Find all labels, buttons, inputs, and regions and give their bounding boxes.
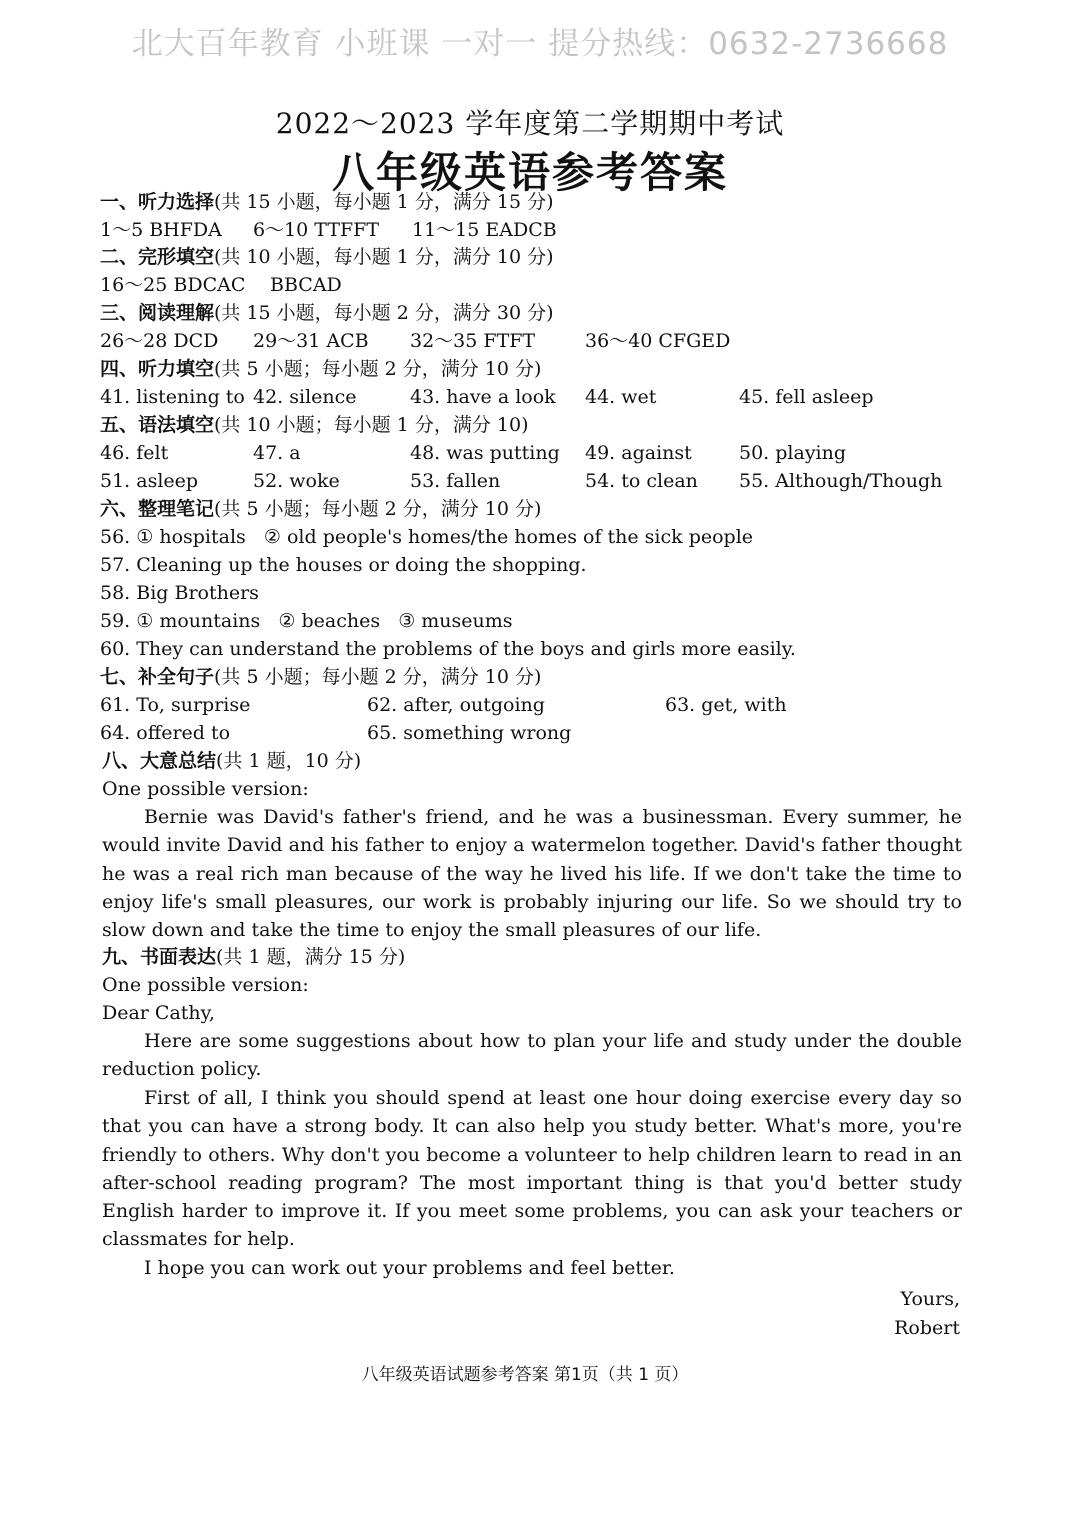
answer-6-10: 6～10 TTFFT: [253, 219, 380, 241]
answer-58: 58. Big Brothers: [100, 582, 259, 604]
answer-16-20: 16～25 BDCAC: [100, 274, 246, 296]
section-6-heading: 六、整理笔记(共 5 小题；每小题 2 分，满分 10 分): [100, 498, 542, 520]
answer-57: 57. Cleaning up the houses or doing the shopping.: [100, 554, 587, 576]
letter-closing: Yours,: [900, 1288, 960, 1310]
summary-paragraph: Bernie was David's father's friend, and he was a businessman. Every summer, he would invite David and his father to enjoy a watermelon together. David's father thought he was a real rich man because of the way he lived his life. If we don't take the time to enjoy life's small pleasures, our work is probably injuring our life. So we should try to slow down and take the time to enjoy the small pleasures of our life.: [102, 806, 962, 942]
answer-26-28: 26～28 DCD: [100, 330, 219, 352]
answer-55: 55. Although/Though: [739, 470, 943, 492]
writing-intro: One possible version:: [102, 974, 309, 996]
letter-signature: Robert: [894, 1317, 960, 1339]
answer-56: 56. ① hospitals ② old people's homes/the homes of the sick people: [100, 526, 754, 548]
answer-50: 50. playing: [739, 442, 847, 464]
letter-paragraph-2: First of all, I think you should spend at least one hour doing exercise every day so that you can have a strong body. It can also help you study better. What's more, you're friendly to others. Why don't you become a volunteer to help children learn to read in an after-school reading program? The most important thing is that you'd better study English harder to improve it. If you meet some problems, you can ask your teachers or classmates for help.: [102, 1087, 962, 1251]
section-4-heading: 四、听力填空(共 5 小题；每小题 2 分，满分 10 分): [100, 358, 542, 380]
answer-48: 48. was putting: [410, 442, 560, 464]
section-5-heading: 五、语法填空(共 10 小题；每小题 1 分，满分 10): [100, 414, 529, 436]
answer-47: 47. a: [253, 442, 301, 464]
section-9-heading: 九、书面表达(共 1 题，满分 15 分): [102, 946, 406, 968]
answer-11-15: 11～15 EADCB: [412, 219, 557, 241]
answer-32-35: 32～35 FTFT: [410, 330, 536, 352]
answer-64: 64. offered to: [100, 722, 231, 744]
answer-61: 61. To, surprise: [100, 694, 251, 716]
page-footer: 八年级英语试题参考答案 第1页（共 1 页）: [361, 1365, 689, 1385]
answer-59: 59. ① mountains ② beaches ③ museums: [100, 610, 513, 632]
answer-44: 44. wet: [585, 386, 657, 408]
answer-62: 62. after, outgoing: [367, 694, 545, 716]
letter-paragraph-3: I hope you can work out your problems and feel better.: [144, 1257, 675, 1279]
answer-60: 60. They can understand the problems of the boys and girls more easily.: [100, 638, 796, 660]
answer-43: 43. have a look: [410, 386, 556, 408]
answer-51: 51. asleep: [100, 470, 199, 492]
answer-63: 63. get, with: [665, 694, 787, 716]
answer-36-40: 36～40 CFGED: [585, 330, 731, 352]
exam-title: 2022～2023 学年度第二学期期中考试: [275, 107, 785, 140]
section-2-heading: 二、完形填空(共 10 小题，每小题 1 分，满分 10 分): [100, 246, 554, 268]
document-title: 八年级英语参考答案: [331, 148, 728, 197]
answer-29-31: 29～31 ACB: [253, 330, 369, 352]
answer-52: 52. woke: [253, 470, 340, 492]
letter-paragraph-1: Here are some suggestions about how to plan your life and study under the double reduction policy.: [102, 1030, 962, 1081]
section-7-heading: 七、补全句子(共 5 小题；每小题 2 分，满分 10 分): [100, 666, 542, 688]
answer-45: 45. fell asleep: [739, 386, 874, 408]
letter-greeting: Dear Cathy,: [102, 1002, 215, 1024]
answer-42: 42. silence: [253, 386, 357, 408]
answer-41: 41. listening to: [100, 386, 245, 408]
section-3-heading: 三、阅读理解(共 15 小题，每小题 2 分，满分 30 分): [100, 302, 554, 324]
answer-21-25: BBCAD: [270, 274, 342, 296]
section-8-heading: 八、大意总结(共 1 题，10 分): [102, 750, 362, 772]
summary-intro: One possible version:: [102, 778, 309, 800]
answer-46: 46. felt: [100, 442, 169, 464]
section-1-heading: 一、听力选择(共 15 小题，每小题 1 分，满分 15 分): [100, 191, 554, 213]
answer-1-5: 1～5 BHFDA: [100, 219, 222, 241]
answer-54: 54. to clean: [585, 470, 698, 492]
answer-65: 65. something wrong: [367, 722, 572, 744]
answer-49: 49. against: [585, 442, 692, 464]
answer-53: 53. fallen: [410, 470, 501, 492]
watermark: 北大百年教育 小班课 一对一 提分热线：0632-2736668: [131, 26, 949, 62]
